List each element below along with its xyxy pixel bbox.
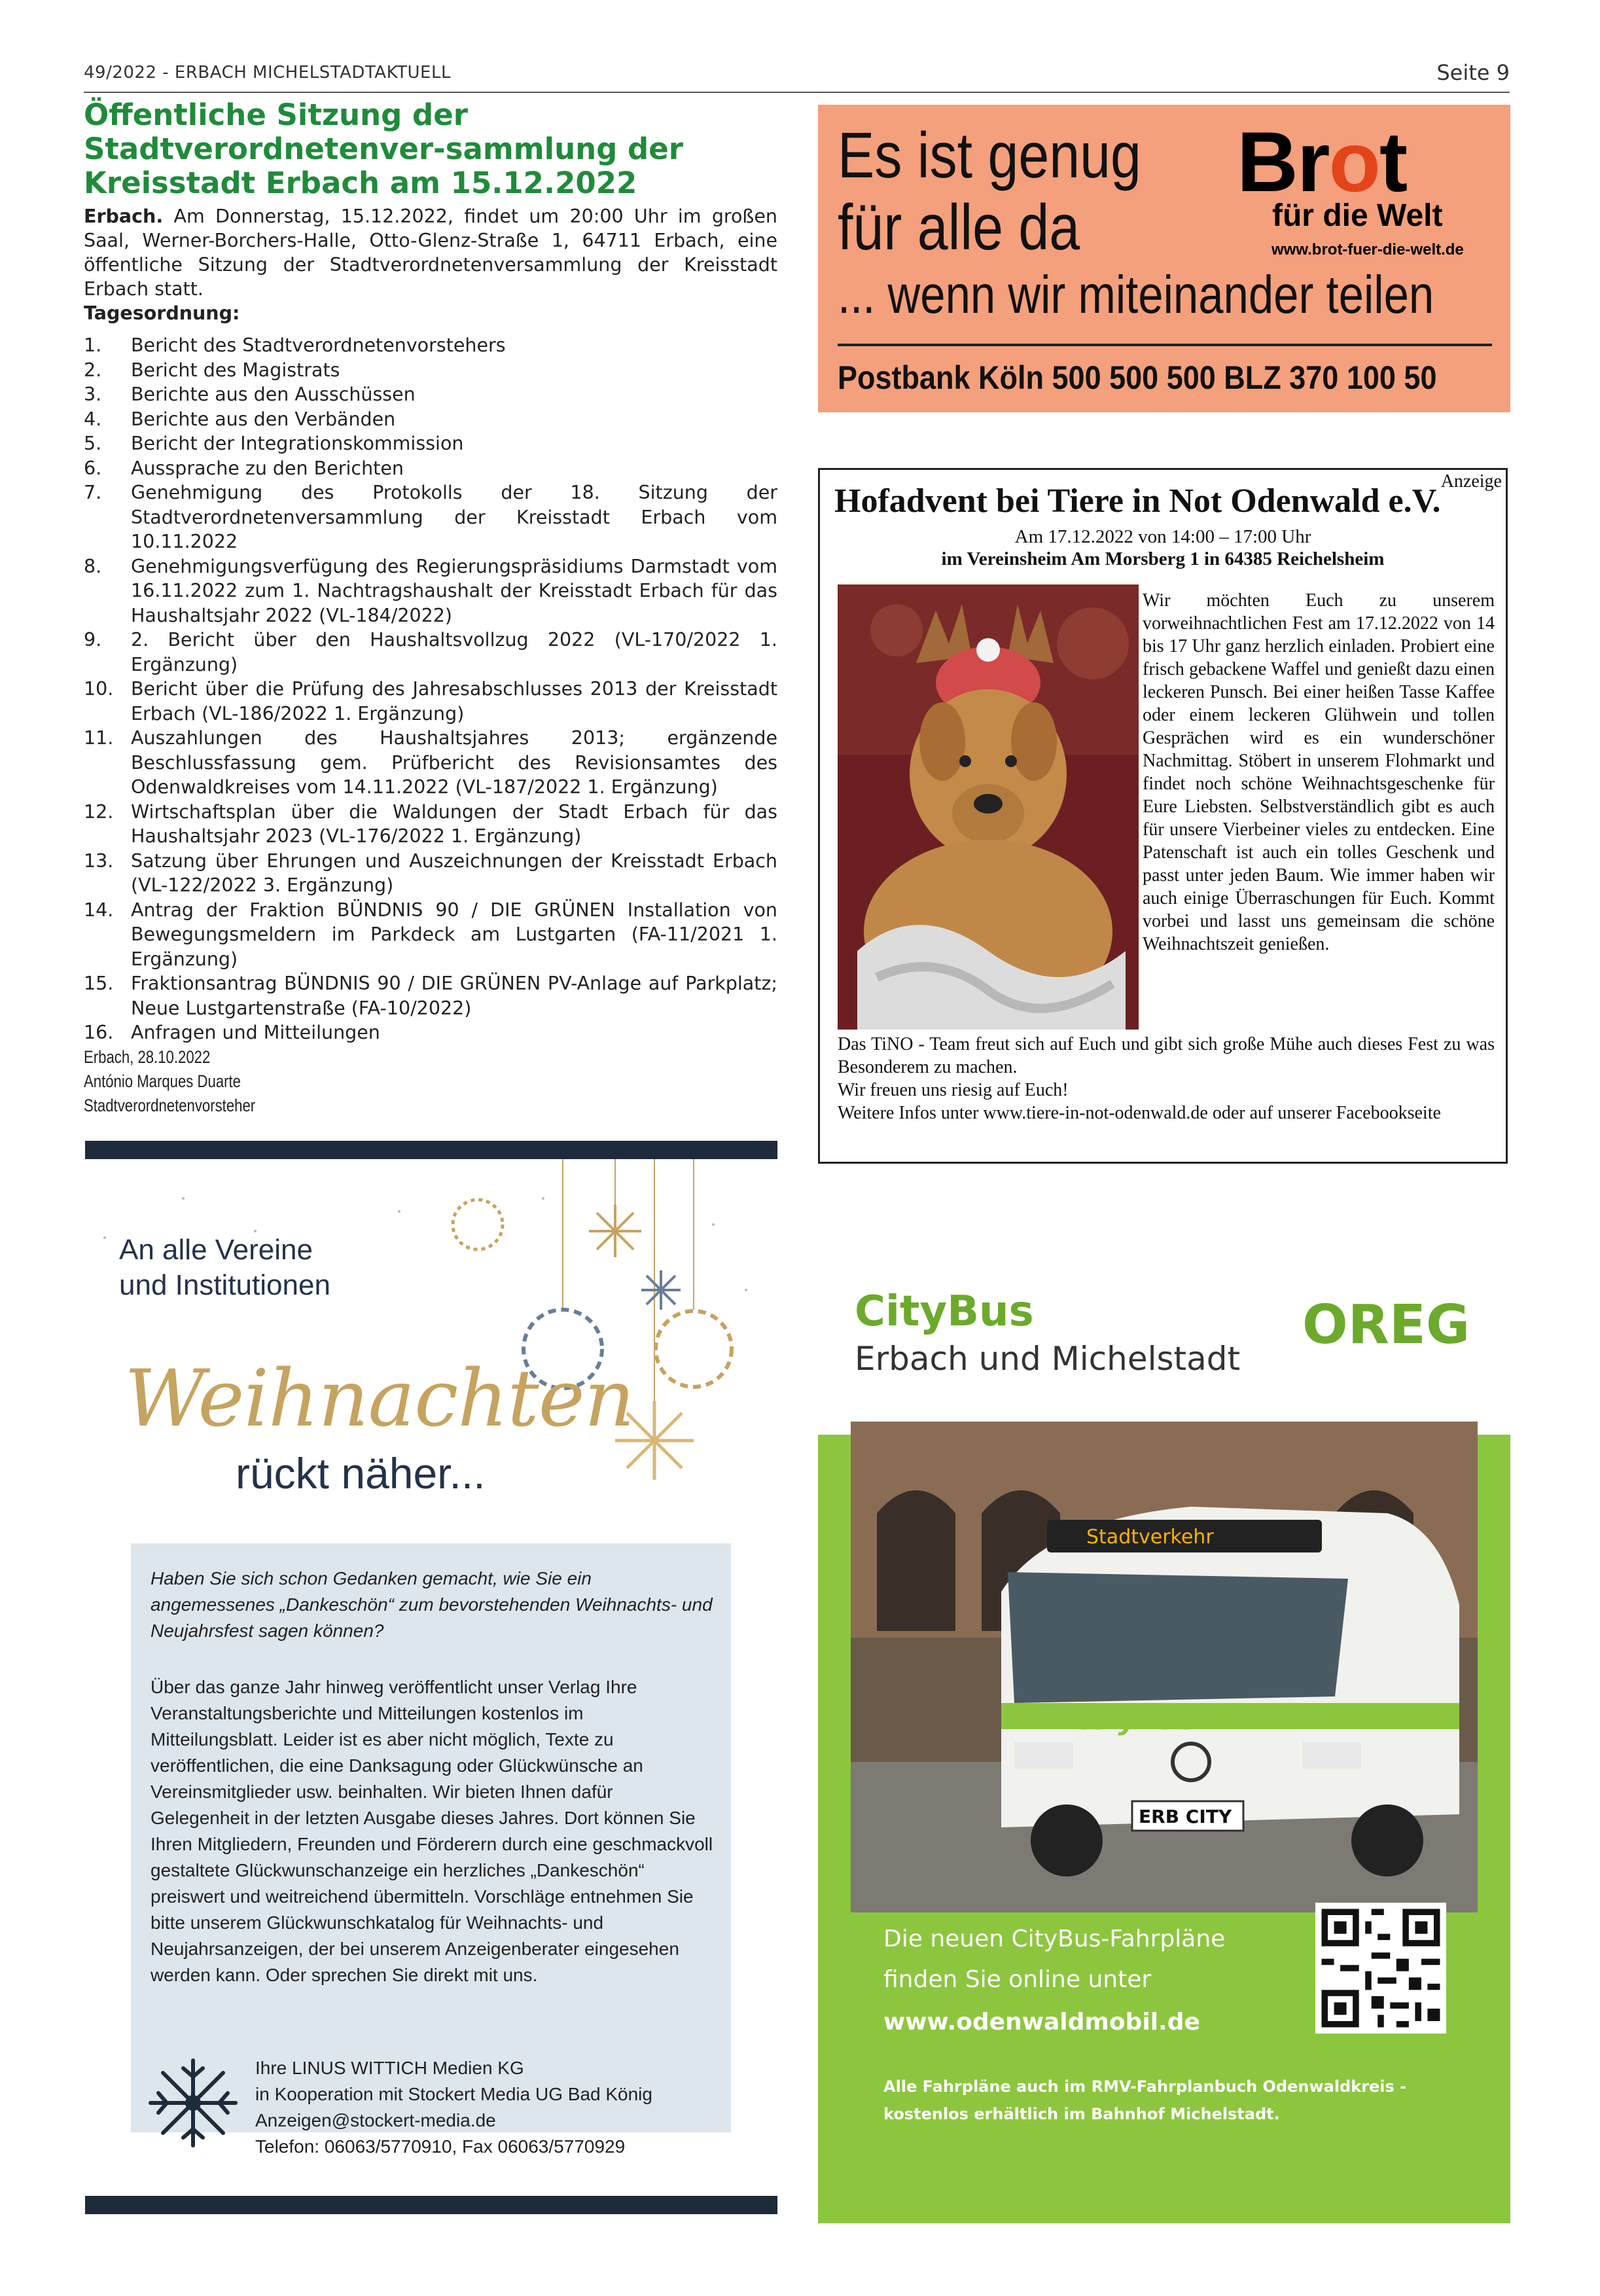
citybus-image: [851, 1422, 1478, 1912]
dog-photo: [838, 584, 1139, 1030]
weihnachten-ad: [85, 1141, 777, 2214]
agenda-item-text: Bericht des Stadtverordnetenvorstehers: [131, 334, 506, 356]
agenda-item-number: 13.: [84, 850, 114, 872]
place-date: Erbach, 28.10.2022: [84, 1047, 211, 1067]
agenda-item: [84, 677, 777, 726]
agenda-item: [84, 1020, 777, 1045]
xmas-script-title: Weihnachten: [124, 1354, 635, 1444]
agenda-item-text: Anfragen und Mitteilungen: [131, 1022, 380, 1043]
agenda-item-number: 3.: [84, 384, 102, 405]
brot-tagline: ... wenn wir miteinander teilen: [838, 265, 1434, 325]
xmas-subtitle: rückt näher...: [236, 1449, 486, 1498]
brot-headline-1: Es ist genug: [838, 119, 1141, 191]
tino-date: Am 17.12.2022 von 14:00 – 17:00 Uhr: [1014, 526, 1311, 547]
agenda-item-number: 1.: [84, 334, 102, 356]
brot-url[interactable]: www.brot-fuer-die-welt.de: [1271, 241, 1464, 259]
agenda-item: [84, 407, 777, 432]
agenda-item-number: 8.: [84, 555, 102, 577]
brot-fuer-die-welt-ad: [818, 105, 1510, 412]
agenda-item-number: 12.: [84, 800, 114, 823]
agenda-item-number: 15.: [84, 973, 114, 994]
issue-line: 49/2022 - ERBACH MICHELSTADTAKTUELL: [84, 63, 451, 82]
agenda-item-number: 14.: [84, 899, 114, 921]
publisher-name: Ihre LINUS WITTICH Medien KG: [255, 2058, 524, 2078]
citybus-ad: [818, 1222, 1510, 2223]
agenda-item-number: 6.: [84, 457, 102, 479]
snowflake-icon: [144, 2054, 242, 2152]
agenda-item: [84, 554, 777, 628]
brot-bank-details: Postbank Köln 500 500 500 BLZ 370 100 50: [838, 359, 1437, 396]
tino-closing-1: Das TiNO - Team freut sich auf Euch und gibt sich große Mühe auch dieses Fest zu was Besonderem zu machen.: [838, 1034, 1495, 1077]
agenda-item-text: Berichte aus den Ausschüssen: [131, 384, 416, 405]
bottom-bar: [85, 2196, 777, 2214]
agenda-list: [84, 333, 777, 1045]
agenda-item-text: Antrag der Fraktion BÜNDNIS 90 / DIE GRÜNEN Installation von Bewegungsmeldern im Parkdeck am Lustgarten (FA-11/2021 1. Ergänzung): [131, 899, 777, 970]
agenda-item-text: 2. Bericht über den Haushaltsvollzug 2022 (VL-170/2022 1. Ergänzung): [131, 629, 777, 675]
oreg-logo: OREG: [1302, 1294, 1470, 1356]
brot-logo: [1237, 114, 1407, 209]
publisher-cooperation: in Kooperation mit Stockert Media UG Bad König: [255, 2084, 652, 2104]
agenda-item-number: 5.: [84, 433, 102, 454]
qr-code-graphic: [1315, 1903, 1446, 2034]
article-lead-place: Erbach.: [84, 206, 164, 227]
citybus-photo: [851, 1422, 1478, 1912]
bus-license-plate: ERB CITY: [1139, 1806, 1232, 1827]
agenda-item-text: Auszahlungen des Haushaltsjahres 2013; ergänzende Beschlussfassung gem. Prüfbericht des Revisionsamtes des Odenwaldkreises vom 14.11.2022 (VL-187/2022 1. Ergänzung): [131, 727, 777, 798]
xmas-info-box: [131, 1543, 731, 2157]
brot-logo-part-1: Br: [1237, 114, 1329, 209]
agenda-item-text: Berichte aus den Verbänden: [131, 408, 396, 430]
xmas-heading-2: und Institutionen: [119, 1269, 330, 1301]
agenda-item: [84, 431, 777, 456]
tino-invitation-text: Wir möchten Euch zu unserem vorweihnachtlichen Fest am 17.12.2022 von 14 bis 17 Uhr ganz herzlich einladen. Probiert eine frisch gebackene Waffel und genießt dazu einen leckeren Punsch. Bei einer heißen Tasse Kaffee oder einem leckeren Glühwein und tollen Gesprächen wird es ein wunderschöner Nachmittag. Stöbert in unserem Flohmarkt und findet noch schöne Weihnachtsgeschenke für Eure Liebsten. Selbstverständlich gibt es auch für unsere Vierbeiner vieles zu entdecken. Eine Patenschaft ist auch ein tolles Geschenk und passt unter jeden Baum. Wie immer haben wir auch einige Überraschungen für Euch. Kommt vorbei und lasst uns gemeinsam die schöne Weihnachtszeit genießen.: [1143, 590, 1495, 954]
agenda-item-text: Aussprache zu den Berichten: [131, 457, 404, 479]
agenda-item-text: Genehmigungsverfügung des Regierungspräsidiums Darmstadt vom 16.11.2022 zum 1. Nachtragshaushalt der Kreisstadt Erbach für das Haushaltsjahr 2022 (VL-184/2022): [131, 555, 777, 626]
citybus-line-1: Die neuen CityBus-Fahrpläne: [883, 1926, 1226, 1952]
agenda-item: [84, 971, 777, 1020]
agenda-item: [84, 800, 777, 849]
agenda-item-number: 16.: [84, 1022, 114, 1043]
xmas-contact: [255, 2055, 713, 2160]
dog-with-antlers-image: [838, 584, 1139, 1030]
top-bar: [85, 1141, 777, 1159]
citybus-footer: Alle Fahrpläne auch im RMV-Fahrplanbuch Odenwaldkreis - kostenlos erhältlich im Bahnhof Michelstadt.: [883, 2077, 1407, 2123]
citybus-header: [818, 1222, 1510, 1435]
agenda-item-number: 11.: [84, 727, 114, 749]
agenda-item-number: 10.: [84, 678, 114, 700]
citybus-subtitle: Erbach und Michelstadt: [855, 1340, 1241, 1378]
signer-role: Stadtverordnetenvorsteher: [84, 1095, 256, 1115]
agenda-item-number: 2.: [84, 359, 102, 381]
brot-logo-part-2: t: [1379, 114, 1407, 209]
agenda-item: [84, 358, 777, 383]
agenda-item-text: Wirtschaftsplan über die Waldungen der Stadt Erbach für das Haushaltsjahr 2023 (VL-176/2022 1. Ergänzung): [131, 800, 777, 847]
brot-logo-o: o: [1328, 114, 1379, 209]
agenda-item: [84, 726, 777, 800]
xmas-heading: [119, 1232, 330, 1303]
agenda-item-text: Satzung über Ehrungen und Auszeichnungen der Kreisstadt Erbach (VL-122/2022 3. Ergänzung): [131, 850, 777, 896]
signer-name: António Marques Duarte: [84, 1071, 241, 1091]
qr-code-icon[interactable]: [1315, 1903, 1446, 2034]
article: [84, 98, 777, 1118]
agenda-item: [84, 628, 777, 677]
article-lead-text: Am Donnerstag, 15.12.2022, findet um 20:00 Uhr im großen Saal, Werner-Borchers-Halle, Otto-Glenz-Straße 1, 64711 Erbach, eine öffentliche Sitzung der Stadtverordnetenversammlung der Kreisstadt Erbach statt.: [84, 206, 777, 300]
agenda-item: [84, 456, 777, 481]
agenda-item: [84, 382, 777, 407]
article-lead: [84, 204, 777, 301]
agenda-heading: Tagesordnung:: [84, 302, 240, 324]
bus-destination-sign: Stadtverkehr: [1086, 1526, 1214, 1549]
agenda-item-text: Bericht des Magistrats: [131, 359, 340, 381]
tino-venue: im Vereinsheim Am Morsberg 1 in 64385 Reichelsheim: [941, 548, 1385, 569]
page-number: Seite 9: [1436, 60, 1510, 85]
publisher-phone: Telefon: 06063/5770910, Fax 06063/5770929: [255, 2136, 626, 2157]
citybus-line-2: finden Sie online unter: [883, 1966, 1152, 1993]
ad-label: Anzeige: [1438, 471, 1504, 492]
agenda-item-text: Genehmigung des Protokolls der 18. Sitzung der Stadtverordnetenversammlung der Kreisstadt Erbach vom 10.11.2022: [131, 482, 777, 552]
agenda-item-number: 7.: [84, 482, 102, 503]
agenda-item-text: Bericht über die Prüfung des Jahresabschlusses 2013 der Kreisstadt Erbach (VL-186/2022 1. Ergänzung): [131, 678, 777, 725]
agenda-item-number: 4.: [84, 408, 102, 430]
brot-headline-2: für alle da: [838, 191, 1080, 263]
agenda-item-text: Fraktionsantrag BÜNDNIS 90 / DIE GRÜNEN PV-Anlage auf Parkplatz; Neue Lustgartenstraße (FA-10/2022): [131, 973, 777, 1019]
xmas-question: Haben Sie sich schon Gedanken gemacht, wie Sie ein angemessenes „Dankeschön“ zum bevorstehenden Weihnachts- und Neujahrsfest sagen können?: [151, 1568, 713, 1641]
brot-logo-sub: für die Welt: [1272, 198, 1443, 233]
agenda-item: [84, 333, 777, 358]
header-rule: [84, 92, 1510, 93]
agenda-item: [84, 898, 777, 972]
article-title: Öffentliche Sitzung der Stadtverordnetenver-sammlung der Kreisstadt Erbach am 15.12.2022: [84, 98, 683, 200]
bus-livery-text: CityBus: [1073, 1703, 1197, 1736]
citybus-url[interactable]: www.odenwaldmobil.de: [883, 2009, 1200, 2036]
citybus-title: CityBus: [855, 1287, 1034, 1336]
agenda-item-number: 9.: [84, 629, 102, 651]
agenda-item: [84, 849, 777, 898]
xmas-body: Über das ganze Jahr hinweg veröffentlicht unser Verlag Ihre Veranstaltungsberichte und Mitteilungen kostenlos im Mitteilungsblatt. Leider ist es aber nicht möglich, Texte zu veröffentlichen, die eine Danksagung oder Glückwünsche an Vereinsmitglieder usw. beinhalten. Wir bieten Ihnen dafür Gelegenheit in der letzten Ausgabe dieses Jahres. Dort können Sie Ihren Mitgliedern, Freunden und Förderern durch eine geschmackvoll gestaltete Glückwunschanzeige ein herzliches „Dankeschön“ preiswert und weitreichend übermitteln. Vorschläge entnehmen Sie bitte unserem Glückwunschkatalog für Weihnachts- und Neujahrsanzeigen, der bei unserem Anzeigenberater eingesehen werden kann. Oder sprechen Sie direkt mit uns.: [151, 1677, 713, 1985]
tiere-in-not-ad: [818, 468, 1508, 1164]
agenda-item: [84, 480, 777, 554]
xmas-heading-1: An alle Vereine: [119, 1234, 313, 1266]
brot-divider: [838, 344, 1492, 346]
tino-closing: [838, 1033, 1495, 1124]
tino-title: Hofadvent bei Tiere in Not Odenwald e.V.: [834, 482, 1441, 520]
tino-closing-3: Weitere Infos unter www.tiere-in-not-odenwald.de oder auf unserer Facebookseite: [838, 1103, 1441, 1123]
agenda-item-text: Bericht der Integrationskommission: [131, 433, 464, 454]
publisher-email[interactable]: Anzeigen@stockert-media.de: [255, 2110, 496, 2130]
tino-closing-2: Wir freuen uns riesig auf Euch!: [838, 1080, 1069, 1100]
